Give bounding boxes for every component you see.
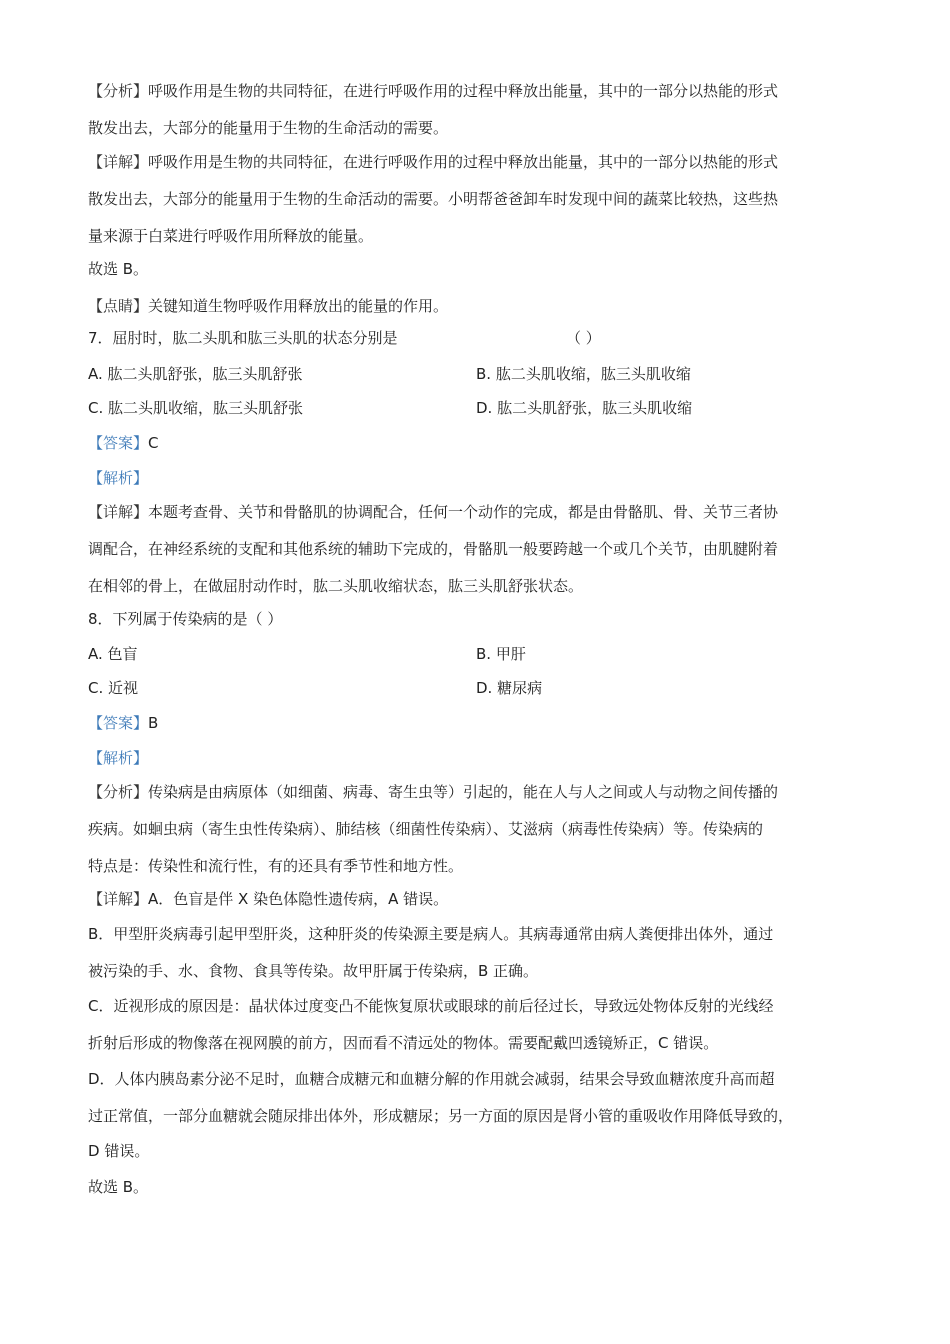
analysis-tag: 【分析】 xyxy=(88,82,149,100)
q6-analysis-line-2: 散发出去，大部分的能量用于生物的生命活动的需要。 xyxy=(88,119,449,137)
answer-tag: 【答案】 xyxy=(88,714,149,732)
q8-detail-c-line-2: 折射后形成的物像落在视网膜的前方，因而看不清远处的物体。需要配戴凹透镜矫正，C 错误。 xyxy=(88,1034,719,1052)
q7-detail-line-1 xyxy=(88,502,778,522)
q8-option-c: C. 近视 xyxy=(88,679,139,697)
q6-comment xyxy=(88,296,448,316)
q7-detail-line-3: 在相邻的骨上，在做屈肘动作时，肱二头肌收缩状态，肱三头肌舒张状态。 xyxy=(88,577,584,595)
q8-analysis-line-1 xyxy=(88,782,778,802)
analysis-text: 传染病是由病原体（如细菌、病毒、寄生虫等）引起的，能在人与人之间或人与动物之间传播的 xyxy=(148,783,779,801)
answer-tag: 【答案】 xyxy=(88,434,149,452)
detail-tag: 【详解】 xyxy=(88,153,149,171)
q8-detail-c-line-1: C．近视形成的原因是：晶状体过度变凸不能恢复原状或眼球的前后径过长，导致远处物体反射的光线经 xyxy=(88,997,774,1015)
q7-answer xyxy=(88,433,159,453)
q6-detail-line-1 xyxy=(88,152,778,172)
detail-tag: 【详解】 xyxy=(88,503,149,521)
q7-explain-tag: 【解析】 xyxy=(88,469,149,487)
q6-analysis-line-1 xyxy=(88,81,778,101)
detail-tag: 【详解】 xyxy=(88,890,149,908)
q8-option-b: B. 甲肝 xyxy=(476,645,526,663)
q6-choice: 故选 B。 xyxy=(88,260,149,278)
q7-detail-line-2: 调配合，在神经系统的支配和其他系统的辅助下完成的，骨骼肌一般要跨越一个或几个关节，由肌腱附着 xyxy=(88,540,779,558)
detail-text: 本题考查骨、关节和骨骼肌的协调配合，任何一个动作的完成，都是由骨骼肌、骨、关节三者协 xyxy=(148,503,779,521)
q8-choice: 故选 B。 xyxy=(88,1178,149,1196)
detail-text: 呼吸作用是生物的共同特征，在进行呼吸作用的过程中释放出能量，其中的一部分以热能的形式 xyxy=(148,153,779,171)
q7-stem: 7．屈肘时，肱二头肌和肱三头肌的状态分别是 xyxy=(88,329,398,347)
q8-explain-tag: 【解析】 xyxy=(88,749,149,767)
answer-value: B xyxy=(148,714,159,732)
detail-text: A．色盲是伴 X 染色体隐性遗传病，A 错误。 xyxy=(148,890,449,908)
q8-option-d: D. 糖尿病 xyxy=(476,679,543,697)
q8-detail-d-line-2: 过正常值，一部分血糖就会随尿排出体外，形成糖尿；另一方面的原因是肾小管的重吸收作用降低导致的， xyxy=(88,1107,794,1125)
q8-detail-d-line-3: D 错误。 xyxy=(88,1142,150,1160)
q8-detail-b-line-2: 被污染的手、水、食物、食具等传染。故甲肝属于传染病，B 正确。 xyxy=(88,962,539,980)
comment-tag: 【点睛】 xyxy=(88,297,149,315)
q8-detail-d-line-1: D．人体内胰岛素分泌不足时，血糖合成糖元和血糖分解的作用就会减弱，结果会导致血糖浓度升高而超 xyxy=(88,1070,775,1088)
q7-option-b: B. 肱二头肌收缩，肱三头肌收缩 xyxy=(476,365,691,383)
q7-answer-paren: （ ） xyxy=(566,329,601,347)
answer-value: C xyxy=(148,434,159,452)
q8-option-a: A. 色盲 xyxy=(88,645,138,663)
q7-option-c: C. 肱二头肌收缩，肱三头肌舒张 xyxy=(88,399,304,417)
q8-analysis-line-3: 特点是：传染性和流行性，有的还具有季节性和地方性。 xyxy=(88,857,464,875)
q6-detail-line-2: 散发出去，大部分的能量用于生物的生命活动的需要。小明帮爸爸卸车时发现中间的蔬菜比较热，这些热 xyxy=(88,190,779,208)
q7-option-a: A. 肱二头肌舒张，肱三头肌舒张 xyxy=(88,365,303,383)
q7-option-d: D. 肱二头肌舒张，肱三头肌收缩 xyxy=(476,399,693,417)
q8-detail-a xyxy=(88,889,448,909)
comment-text: 关键知道生物呼吸作用释放出的能量的作用。 xyxy=(148,297,449,315)
q6-detail-line-3: 量来源于白菜进行呼吸作用所释放的能量。 xyxy=(88,227,374,245)
q8-analysis-line-2: 疾病。如蛔虫病（寄生虫性传染病）、肺结核（细菌性传染病）、艾滋病（病毒性传染病）等。传染病的 xyxy=(88,820,764,838)
analysis-tag: 【分析】 xyxy=(88,783,149,801)
q8-stem: 8．下列属于传染病的是（ ） xyxy=(88,610,283,628)
analysis-text: 呼吸作用是生物的共同特征，在进行呼吸作用的过程中释放出能量，其中的一部分以热能的形式 xyxy=(148,82,779,100)
q8-answer xyxy=(88,713,158,733)
q8-detail-b-line-1: B．甲型肝炎病毒引起甲型肝炎，这种肝炎的传染源主要是病人。其病毒通常由病人粪便排出体外，通过 xyxy=(88,925,774,943)
